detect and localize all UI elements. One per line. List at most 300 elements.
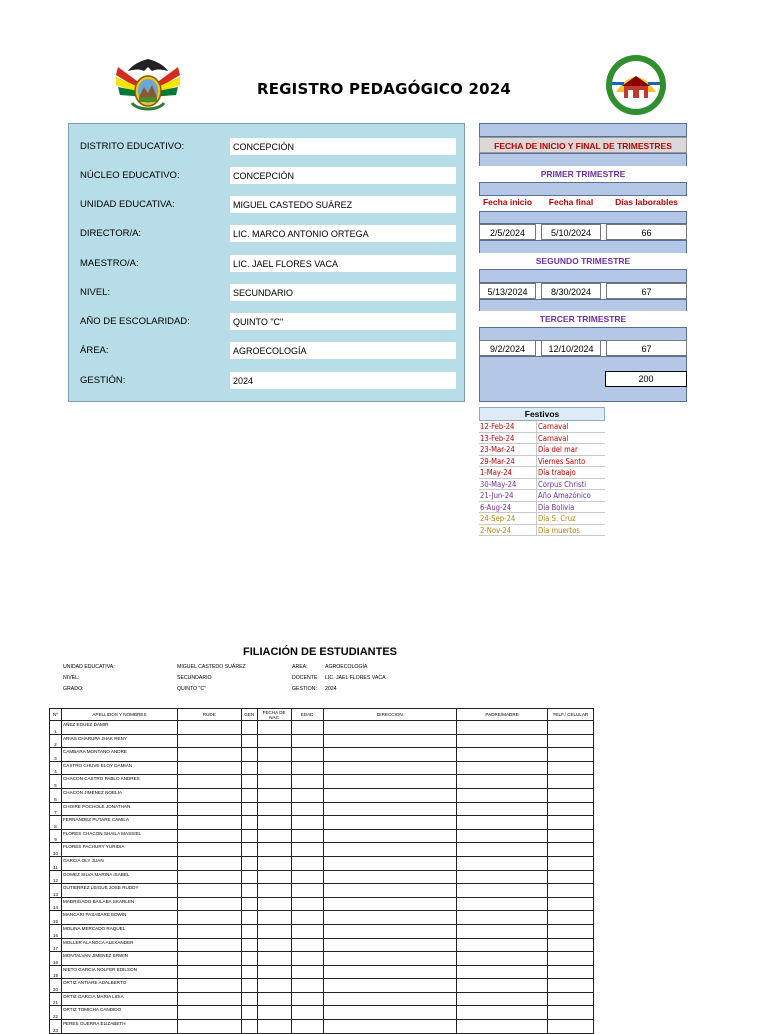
- gen-cell[interactable]: [241, 802, 257, 816]
- info-label: DISTRITO EDUCATIVO:: [80, 141, 185, 152]
- trim2-days: 67: [606, 283, 687, 299]
- telefono-cell[interactable]: [548, 870, 594, 884]
- table-row: [50, 856, 594, 870]
- panel-bar: [479, 240, 687, 254]
- trim1-days: 66: [606, 224, 687, 240]
- trimester-panel-heading: FECHA DE INICIO Y FINAL DE TRIMESTRES: [479, 137, 687, 153]
- rude-cell[interactable]: [177, 1006, 241, 1020]
- direccion-cell[interactable]: [323, 748, 457, 762]
- rude-cell[interactable]: [177, 721, 241, 735]
- direccion-cell[interactable]: [323, 829, 457, 843]
- fecha-nac-cell[interactable]: [257, 884, 291, 898]
- student-number: 13: [50, 884, 62, 898]
- fecha-nac-cell[interactable]: [257, 802, 291, 816]
- info-row: [69, 196, 464, 214]
- info-value: CONCEPCIÓN: [230, 167, 456, 184]
- telefono-cell[interactable]: [548, 843, 594, 857]
- student-name: ORTIZ GARCIA MARIA LIDIA: [61, 992, 177, 1006]
- table-row: [50, 775, 594, 789]
- telefono-cell[interactable]: [548, 1006, 594, 1020]
- padre-madre-cell[interactable]: [457, 788, 548, 802]
- rude-cell[interactable]: [177, 788, 241, 802]
- gen-cell[interactable]: [241, 748, 257, 762]
- holiday-row: [479, 421, 605, 433]
- student-number: 23: [50, 1020, 62, 1034]
- rude-cell[interactable]: [177, 734, 241, 748]
- padre-madre-cell[interactable]: [457, 829, 548, 843]
- holiday-divider: [536, 433, 537, 445]
- edad-cell[interactable]: [291, 856, 323, 870]
- meta-unidad-label: UNIDAD EDUCATIVA:: [63, 664, 115, 670]
- table-row: [50, 979, 594, 993]
- info-value: CONCEPCIÓN: [230, 138, 456, 155]
- table-row: [50, 761, 594, 775]
- rude-cell[interactable]: [177, 1020, 241, 1034]
- student-name: PERES GUERRA ELIZABETH: [61, 1020, 177, 1034]
- edad-cell[interactable]: [291, 965, 323, 979]
- padre-madre-cell[interactable]: [457, 870, 548, 884]
- table-row: [50, 748, 594, 762]
- edad-cell[interactable]: [291, 924, 323, 938]
- edad-cell[interactable]: [291, 884, 323, 898]
- fecha-nac-cell[interactable]: [257, 761, 291, 775]
- student-name: FLORES CHACON SHAILA MASSIEL: [61, 829, 177, 843]
- student-number: 6: [50, 788, 62, 802]
- gen-cell[interactable]: [241, 843, 257, 857]
- rude-cell[interactable]: [177, 802, 241, 816]
- info-row: [69, 138, 464, 156]
- rude-cell[interactable]: [177, 924, 241, 938]
- meta-nivel-value: SECUNDARIO: [177, 675, 212, 681]
- student-name: MOLLER ALANOCA ALEXANDER: [61, 938, 177, 952]
- col-fecha-final: Fecha final: [548, 197, 594, 207]
- table-row: [50, 965, 594, 979]
- padre-madre-cell[interactable]: [457, 952, 548, 966]
- holiday-name: Año Amazónico: [538, 491, 591, 500]
- holiday-divider: [536, 456, 537, 468]
- fecha-nac-cell[interactable]: [257, 897, 291, 911]
- direccion-cell[interactable]: [323, 938, 457, 952]
- student-number: 15: [50, 911, 62, 925]
- padre-madre-cell[interactable]: [457, 721, 548, 735]
- col-edad: EDAD: [291, 709, 323, 721]
- telefono-cell[interactable]: [548, 788, 594, 802]
- edad-cell[interactable]: [291, 775, 323, 789]
- holiday-row: [479, 525, 605, 537]
- direccion-cell[interactable]: [323, 856, 457, 870]
- telefono-cell[interactable]: [548, 775, 594, 789]
- school-logo-icon: [604, 52, 668, 118]
- holiday-date: 29-Mar-24: [480, 456, 515, 466]
- fecha-nac-cell[interactable]: [257, 829, 291, 843]
- student-name: MADRIGADO BAILABA SKARLEN: [61, 897, 177, 911]
- trim1-start: 2/5/2024: [479, 224, 536, 240]
- meta-grado-value: QUINTO "C": [177, 686, 206, 692]
- gen-cell[interactable]: [241, 965, 257, 979]
- fecha-nac-cell[interactable]: [257, 924, 291, 938]
- info-value: AGROECOLOGÍA: [230, 342, 456, 359]
- info-label: ÁREA:: [80, 345, 109, 356]
- info-value: LIC. MARCO ANTONIO ORTEGA: [230, 225, 456, 242]
- holiday-date: 30-May-24: [480, 479, 517, 489]
- edad-cell[interactable]: [291, 938, 323, 952]
- padre-madre-cell[interactable]: [457, 938, 548, 952]
- rude-cell[interactable]: [177, 884, 241, 898]
- rude-cell[interactable]: [177, 775, 241, 789]
- gen-cell[interactable]: [241, 775, 257, 789]
- info-row: [69, 225, 464, 243]
- padre-madre-cell[interactable]: [457, 884, 548, 898]
- meta-grado-label: GRADO:: [63, 686, 84, 692]
- padre-madre-cell[interactable]: [457, 897, 548, 911]
- col-dias-laborables: Días laborables: [615, 197, 678, 207]
- direccion-cell[interactable]: [323, 952, 457, 966]
- students-table-header: [50, 709, 594, 721]
- table-row: [50, 734, 594, 748]
- telefono-cell[interactable]: [548, 802, 594, 816]
- edad-cell[interactable]: [291, 979, 323, 993]
- padre-madre-cell[interactable]: [457, 761, 548, 775]
- student-name: CHACON CASTRO PABLO ANDRES: [61, 775, 177, 789]
- info-value: QUINTO "C": [230, 313, 456, 330]
- table-row: [50, 1006, 594, 1020]
- edad-cell[interactable]: [291, 1020, 323, 1034]
- fecha-nac-cell[interactable]: [257, 965, 291, 979]
- info-label: MAESTRO/A:: [80, 258, 139, 269]
- student-name: ORTIZ ANTIARE ADALBERTO: [61, 979, 177, 993]
- fecha-nac-cell[interactable]: [257, 856, 291, 870]
- student-name: CHACON JIMENEZ NOELIA: [61, 788, 177, 802]
- col-telefono: TELF./ CELULAR: [548, 709, 594, 721]
- gen-cell[interactable]: [241, 897, 257, 911]
- gen-cell[interactable]: [241, 1020, 257, 1034]
- panel-bar: [479, 153, 687, 167]
- fecha-nac-cell[interactable]: [257, 938, 291, 952]
- padre-madre-cell[interactable]: [457, 856, 548, 870]
- student-number: 11: [50, 856, 62, 870]
- panel-bar: [479, 182, 687, 196]
- edad-cell[interactable]: [291, 816, 323, 830]
- direccion-cell[interactable]: [323, 721, 457, 735]
- student-number: 17: [50, 938, 62, 952]
- col-fecha-inicio: Fecha inicio: [482, 197, 533, 207]
- gen-cell[interactable]: [241, 816, 257, 830]
- fecha-nac-cell[interactable]: [257, 816, 291, 830]
- gen-cell[interactable]: [241, 734, 257, 748]
- edad-cell[interactable]: [291, 952, 323, 966]
- edad-cell[interactable]: [291, 761, 323, 775]
- direccion-cell[interactable]: [323, 802, 457, 816]
- table-row: [50, 721, 594, 735]
- direccion-cell[interactable]: [323, 965, 457, 979]
- holiday-divider: [536, 502, 537, 514]
- student-number: 3: [50, 748, 62, 762]
- gen-cell[interactable]: [241, 938, 257, 952]
- trim3-days: 67: [606, 340, 687, 356]
- direccion-cell[interactable]: [323, 775, 457, 789]
- student-number: 16: [50, 924, 62, 938]
- student-number: 9: [50, 829, 62, 843]
- edad-cell[interactable]: [291, 843, 323, 857]
- holiday-date: 2-Nov-24: [480, 525, 512, 535]
- padre-madre-cell[interactable]: [457, 979, 548, 993]
- trimester-dates-panel: [479, 123, 687, 402]
- direccion-cell[interactable]: [323, 979, 457, 993]
- fecha-nac-cell[interactable]: [257, 843, 291, 857]
- edad-cell[interactable]: [291, 1006, 323, 1020]
- meta-unidad-value: MIGUEL CASTEDO SUÁREZ: [177, 664, 246, 670]
- holiday-name: Corpus Christi: [538, 479, 587, 489]
- col-rude: RUDE: [177, 709, 241, 721]
- table-row: [50, 924, 594, 938]
- padre-madre-cell[interactable]: [457, 911, 548, 925]
- table-row: [50, 992, 594, 1006]
- edad-cell[interactable]: [291, 802, 323, 816]
- meta-docente-label: DOCENTE:: [292, 675, 319, 681]
- gen-cell[interactable]: [241, 856, 257, 870]
- info-label: AÑO DE ESCOLARIDAD:: [80, 316, 190, 327]
- edad-cell[interactable]: [291, 870, 323, 884]
- padre-madre-cell[interactable]: [457, 992, 548, 1006]
- rude-cell[interactable]: [177, 938, 241, 952]
- fecha-nac-cell[interactable]: [257, 748, 291, 762]
- table-row: [50, 897, 594, 911]
- meta-gestion-label: GESTION:: [292, 686, 317, 692]
- edad-cell[interactable]: [291, 992, 323, 1006]
- rude-cell[interactable]: [177, 979, 241, 993]
- padre-madre-cell[interactable]: [457, 816, 548, 830]
- info-row: [69, 313, 464, 331]
- edad-cell[interactable]: [291, 897, 323, 911]
- direccion-cell[interactable]: [323, 1006, 457, 1020]
- telefono-cell[interactable]: [548, 748, 594, 762]
- rude-cell[interactable]: [177, 816, 241, 830]
- telefono-cell[interactable]: [548, 965, 594, 979]
- student-number: 20: [50, 979, 62, 993]
- student-number: 5: [50, 775, 62, 789]
- info-row: [69, 284, 464, 302]
- student-number: 4: [50, 761, 62, 775]
- rude-cell[interactable]: [177, 992, 241, 1006]
- edad-cell[interactable]: [291, 734, 323, 748]
- meta-area-value: AGROECOLOGÍA: [325, 664, 368, 670]
- telefono-cell[interactable]: [548, 884, 594, 898]
- gen-cell[interactable]: [241, 992, 257, 1006]
- info-value: MIGUEL CASTEDO SUÁREZ: [230, 196, 456, 213]
- padre-madre-cell[interactable]: [457, 1006, 548, 1020]
- gen-cell[interactable]: [241, 829, 257, 843]
- telefono-cell[interactable]: [548, 816, 594, 830]
- student-name: FLORES PACHURY YURIDIA: [61, 843, 177, 857]
- holiday-name: Carnaval: [538, 433, 569, 443]
- telefono-cell[interactable]: [548, 938, 594, 952]
- holiday-row: [479, 467, 605, 479]
- rude-cell[interactable]: [177, 911, 241, 925]
- edad-cell[interactable]: [291, 829, 323, 843]
- info-value: LIC. JAEL FLORES VACA: [230, 255, 456, 272]
- rude-cell[interactable]: [177, 748, 241, 762]
- fecha-nac-cell[interactable]: [257, 992, 291, 1006]
- telefono-cell[interactable]: [548, 829, 594, 843]
- padre-madre-cell[interactable]: [457, 1020, 548, 1034]
- gen-cell[interactable]: [241, 1006, 257, 1020]
- info-label: DIRECTOR/A:: [80, 228, 142, 239]
- holiday-row: [479, 456, 605, 468]
- direccion-cell[interactable]: [323, 761, 457, 775]
- fecha-nac-cell[interactable]: [257, 721, 291, 735]
- gen-cell[interactable]: [241, 911, 257, 925]
- telefono-cell[interactable]: [548, 992, 594, 1006]
- holiday-date: 23-Mar-24: [480, 445, 515, 454]
- info-row: [69, 255, 464, 273]
- gen-cell[interactable]: [241, 924, 257, 938]
- rude-cell[interactable]: [177, 761, 241, 775]
- holiday-divider: [536, 444, 537, 456]
- holiday-name: Día del mar: [538, 445, 578, 454]
- rude-cell[interactable]: [177, 870, 241, 884]
- gen-cell[interactable]: [241, 884, 257, 898]
- padre-madre-cell[interactable]: [457, 748, 548, 762]
- holiday-date: 6-Aug-24: [480, 502, 512, 512]
- col-numero: Nº: [50, 709, 62, 721]
- rude-cell[interactable]: [177, 965, 241, 979]
- gen-cell[interactable]: [241, 721, 257, 735]
- panel-bar: [479, 327, 687, 341]
- holiday-divider: [536, 467, 537, 479]
- rude-cell[interactable]: [177, 843, 241, 857]
- student-name: GARCIA OLY JUAN: [61, 856, 177, 870]
- holiday-name: Día muertos: [538, 525, 580, 535]
- rude-cell[interactable]: [177, 897, 241, 911]
- fecha-nac-cell[interactable]: [257, 870, 291, 884]
- telefono-cell[interactable]: [548, 734, 594, 748]
- telefono-cell[interactable]: [548, 721, 594, 735]
- student-number: 21: [50, 992, 62, 1006]
- edad-cell[interactable]: [291, 721, 323, 735]
- meta-gestion-value: 2024: [325, 686, 337, 692]
- table-row: [50, 884, 594, 898]
- direccion-cell[interactable]: [323, 843, 457, 857]
- direccion-cell[interactable]: [323, 1020, 457, 1034]
- fecha-nac-cell[interactable]: [257, 952, 291, 966]
- student-name: FERNANDEZ PUTARE CAMILA: [61, 816, 177, 830]
- holiday-row: [479, 444, 605, 456]
- fecha-nac-cell[interactable]: [257, 979, 291, 993]
- holiday-name: Día Bolivia: [538, 502, 575, 512]
- telefono-cell[interactable]: [548, 897, 594, 911]
- holiday-date: 12-Feb-24: [480, 422, 515, 431]
- trim3-end: 12/10/2024: [541, 340, 601, 356]
- direccion-cell[interactable]: [323, 897, 457, 911]
- fecha-nac-cell[interactable]: [257, 911, 291, 925]
- padre-madre-cell[interactable]: [457, 802, 548, 816]
- telefono-cell[interactable]: [548, 1020, 594, 1034]
- students-section-title: FILIACIÓN DE ESTUDIANTES: [242, 646, 397, 658]
- holiday-divider: [536, 490, 537, 502]
- holiday-name: Carnaval: [538, 422, 569, 431]
- edad-cell[interactable]: [291, 788, 323, 802]
- school-info-panel: [68, 123, 465, 402]
- total-days-value: 200: [605, 371, 687, 387]
- padre-madre-cell[interactable]: [457, 734, 548, 748]
- info-row: [69, 342, 464, 360]
- telefono-cell[interactable]: [548, 911, 594, 925]
- info-row: [69, 372, 464, 390]
- padre-madre-cell[interactable]: [457, 965, 548, 979]
- padre-madre-cell[interactable]: [457, 843, 548, 857]
- meta-area-label: AREA:: [292, 664, 308, 670]
- telefono-cell[interactable]: [548, 924, 594, 938]
- telefono-cell[interactable]: [548, 952, 594, 966]
- fecha-nac-cell[interactable]: [257, 788, 291, 802]
- padre-madre-cell[interactable]: [457, 924, 548, 938]
- fecha-nac-cell[interactable]: [257, 775, 291, 789]
- holiday-name: Día trabajo: [538, 468, 576, 477]
- col-apellidos-nombres: APELLIDOS Y NOMBRES: [61, 709, 177, 721]
- holiday-name: Día S. Cruz: [538, 514, 576, 523]
- edad-cell[interactable]: [291, 911, 323, 925]
- rude-cell[interactable]: [177, 952, 241, 966]
- telefono-cell[interactable]: [548, 856, 594, 870]
- meta-nivel-label: NIVEL:: [63, 675, 80, 681]
- info-label: NIVEL:: [80, 287, 111, 298]
- table-row: [50, 843, 594, 857]
- student-name: CHOIRE POCHOLE JONATHAN: [61, 802, 177, 816]
- table-row: [50, 1020, 594, 1034]
- holiday-divider: [536, 525, 537, 537]
- student-name: CASTRO CHUVE ELOY DAMIAN: [61, 761, 177, 775]
- gen-cell[interactable]: [241, 952, 257, 966]
- student-name: GOMEZ SILVA MARINA ISABEL: [61, 870, 177, 884]
- holiday-date: 13-Feb-24: [480, 433, 515, 443]
- rude-cell[interactable]: [177, 856, 241, 870]
- page-title: REGISTRO PEDAGÓGICO 2024: [256, 80, 512, 98]
- col-direccion: DIRECCION: [323, 709, 457, 721]
- col-padre-madre: PADRE/MADRE: [457, 709, 548, 721]
- direccion-cell[interactable]: [323, 992, 457, 1006]
- direccion-cell[interactable]: [323, 734, 457, 748]
- col-fecha-nac: FECHA DE NAC: [257, 709, 291, 721]
- gen-cell[interactable]: [241, 761, 257, 775]
- direccion-cell[interactable]: [323, 816, 457, 830]
- holiday-date: 24-Sep-24: [480, 514, 516, 523]
- telefono-cell[interactable]: [548, 761, 594, 775]
- direccion-cell[interactable]: [323, 924, 457, 938]
- direccion-cell[interactable]: [323, 870, 457, 884]
- telefono-cell[interactable]: [548, 979, 594, 993]
- holiday-row: [479, 433, 605, 445]
- fecha-nac-cell[interactable]: [257, 1020, 291, 1034]
- fecha-nac-cell[interactable]: [257, 1006, 291, 1020]
- gen-cell[interactable]: [241, 788, 257, 802]
- gen-cell[interactable]: [241, 870, 257, 884]
- edad-cell[interactable]: [291, 748, 323, 762]
- table-row: [50, 938, 594, 952]
- trimester-name-3: TERCER TRIMESTRE: [479, 311, 687, 327]
- rude-cell[interactable]: [177, 829, 241, 843]
- direccion-cell[interactable]: [323, 884, 457, 898]
- direccion-cell[interactable]: [323, 788, 457, 802]
- total-days-box: [479, 356, 687, 402]
- gen-cell[interactable]: [241, 979, 257, 993]
- table-row: [50, 870, 594, 884]
- fecha-nac-cell[interactable]: [257, 734, 291, 748]
- students-table: [49, 708, 594, 1034]
- student-name: ARIAS CHARUPA JHAK RENY: [61, 734, 177, 748]
- padre-madre-cell[interactable]: [457, 775, 548, 789]
- student-number: 14: [50, 897, 62, 911]
- direccion-cell[interactable]: [323, 911, 457, 925]
